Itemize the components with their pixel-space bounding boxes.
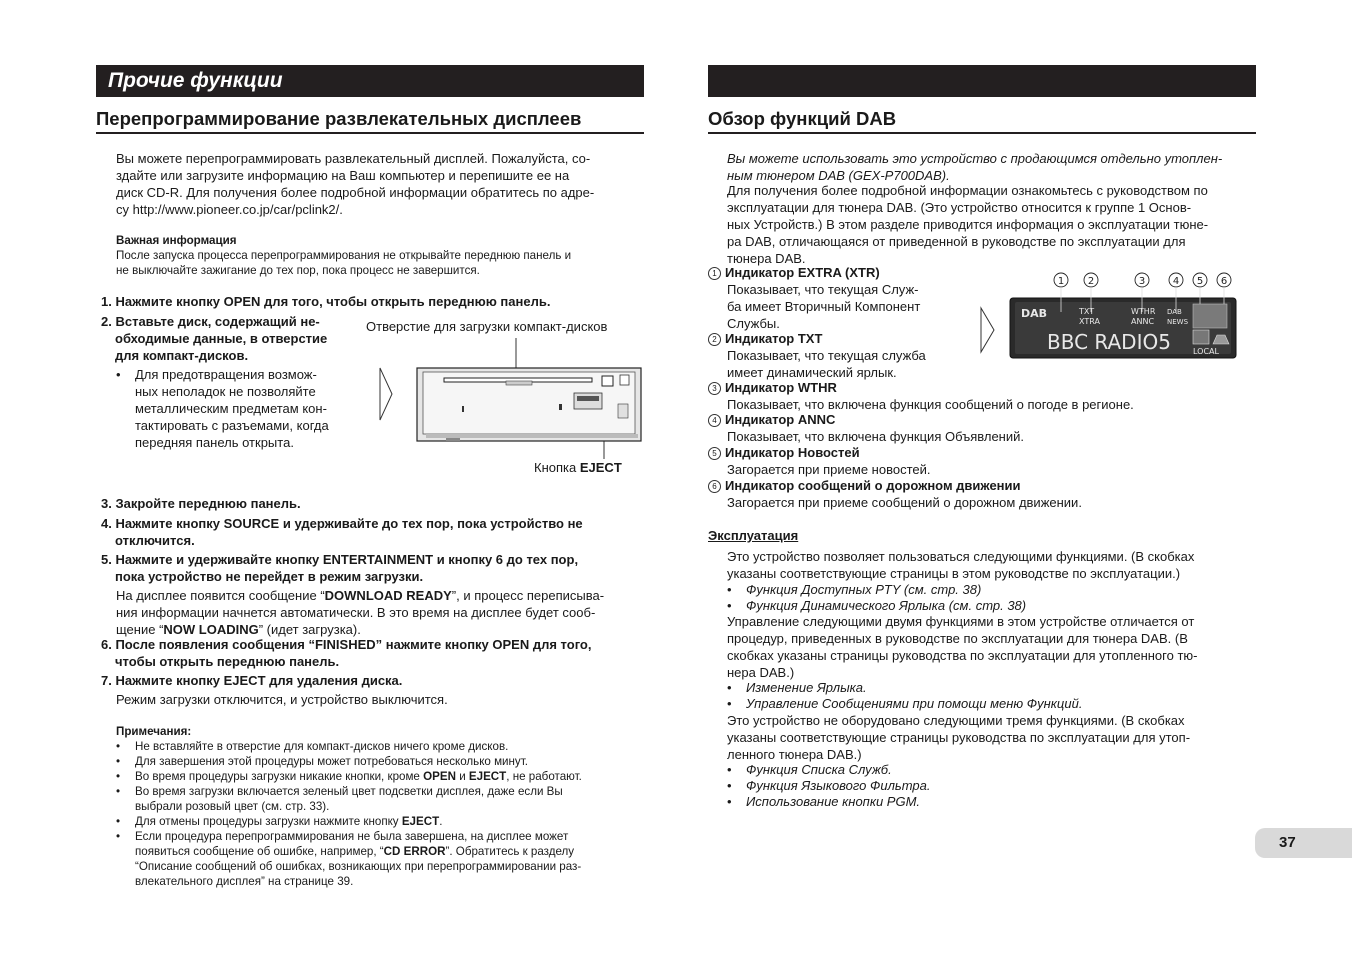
bullet-line: металлическим предметам кон- (135, 401, 327, 416)
indicator-1 (708, 264, 920, 332)
indicator-3 (708, 379, 1134, 413)
figure-label-eject (534, 459, 622, 476)
step-6-line: 6. После появления сообщения “FINISHED” нажмите кнопку OPEN для того, (101, 637, 592, 652)
indicator-body: Показывает, что включена функция сообщений о погоде в регионе. (727, 397, 1134, 412)
note-4 (135, 784, 563, 814)
news-label-top: DAB (1167, 308, 1182, 316)
indicator-body: Загорается при приеме сообщений о дорожном движении. (727, 495, 1082, 510)
callout-number-icon: 2 (708, 333, 721, 346)
step-5-body-line: ния информации начнется автоматически. В это время на дисплее будет сооб- (116, 605, 596, 620)
operation-title: Эксплуатация (708, 528, 799, 543)
dab-intro-italic (727, 150, 1222, 184)
text-run: и (455, 770, 469, 783)
indicator-title: Индикатор Новостей (725, 445, 860, 460)
step-2-line: для компакт-дисков. (115, 348, 249, 363)
level-graphic (1193, 304, 1227, 328)
callout-number-icon: 6 (708, 480, 721, 493)
callout-number-icon: 5 (708, 447, 721, 460)
indicator-5 (708, 444, 930, 478)
bullet-mark: • (116, 815, 121, 828)
indicator-body: Службы. (727, 316, 780, 331)
intro-line: диск CD-R. Для получения более подробной информации обратитесь по адре- (116, 185, 595, 200)
indicator-body: имеет динамический ярлык. (727, 365, 897, 380)
operation-paragraph-3 (727, 712, 1190, 763)
step-7-body: Режим загрузки отключится, и устройство выключится. (116, 692, 448, 707)
intro-line: эксплуатации для тюнера DAB. (Это устройство относится к группе 1 Основ- (727, 200, 1192, 215)
ta-icon (1193, 330, 1209, 344)
now-loading-text: NOW LOADING (163, 622, 259, 637)
paragraph-line: Это устройство не оборудовано следующими тремя функциями. (В скобках (727, 713, 1185, 728)
eject-text: EJECT (401, 815, 440, 828)
bullet-mark: • (727, 794, 732, 809)
callout-5-number: 5 (1196, 276, 1204, 287)
eject-label-prefix: Кнопка (534, 460, 577, 475)
text-run: ”, и процесс переписыва- (451, 588, 605, 603)
xtra-label: XTRA (1079, 317, 1100, 326)
annc-label: ANNC (1131, 317, 1155, 326)
text-run: , не работают. (506, 770, 582, 783)
intro-line: ра DAB, отличающаяся от приведенной в руководстве по эксплуатации для (727, 234, 1186, 249)
step-6-line: чтобы открыть переднюю панель. (115, 654, 340, 669)
note-line: Если процедура перепрограммирования не была завершена, на дисплее может (135, 830, 569, 843)
indicator-body: Показывает, что текущая Служ- (727, 282, 919, 297)
list-item: Функция Списка Служб. (746, 762, 892, 777)
note-2: Для завершения этой процедуры может потребоваться несколько минут. (135, 755, 528, 768)
note-6 (135, 829, 581, 889)
download-ready-text: DOWNLOAD READY (324, 588, 452, 603)
bullet-mark: • (116, 740, 121, 753)
indicator-body: ба имеет Вторичный Компонент (727, 299, 921, 314)
note-5 (135, 814, 442, 829)
cd-error-text: CD ERROR (383, 845, 446, 858)
paragraph-line: Управление следующими двумя функциями в этом устройстве отличается от (727, 614, 1195, 629)
text-run: ” (идет загрузка). (258, 622, 361, 637)
step-4-line: отключится. (115, 533, 195, 548)
eject-text: EJECT (468, 770, 507, 783)
step-5 (101, 551, 649, 585)
page-number-tab (1255, 828, 1352, 858)
indicator-body: Показывает, что включена функция Объявлений. (727, 429, 1025, 444)
bullet-mark: • (727, 582, 732, 597)
indicator-title: Индикатор TXT (725, 331, 823, 346)
text-run: Во время процедуры загрузки никакие кнопки, кроме (135, 770, 424, 783)
pointer-arrow-icon (380, 368, 392, 420)
text-run: . (439, 815, 443, 828)
eject-button (602, 376, 613, 386)
indicator-mark (559, 404, 562, 410)
list-item: Функция Языкового Фильтра. (746, 778, 931, 793)
bullet-line: ных неполадок не позволяйте (135, 384, 316, 399)
paragraph-line: указаны соответствующие страницы руководства по эксплуатации для утоп- (727, 730, 1191, 745)
list-item: Функция Динамического Ярлыка (см. стр. 38) (746, 598, 1027, 613)
bullet-line: передняя панель открыта. (135, 435, 294, 450)
intro-line: ным тюнером DAB (GEX-P700DAB). (727, 168, 950, 183)
foot (446, 438, 460, 441)
step-5-body-line (116, 587, 648, 604)
note-line: “Описание сообщений об ошибках, возникающих при перепрограммировании раз- (135, 860, 582, 873)
step-7: 7. Нажмите кнопку EJECT для удаления диска. (101, 673, 403, 688)
intro-paragraph (116, 150, 644, 218)
head-unit-bottom-edge (426, 434, 638, 438)
operation-paragraph-1 (727, 548, 1194, 582)
note-line: Во время загрузки включается зеленый цвет подсветки дисплея, даже если Вы (135, 785, 563, 798)
paragraph-line: Это устройство позволяет пользоваться следующими функциями. (В скобках (727, 549, 1195, 564)
paragraph-line: указаны соответствующие страницы в этом руководстве по эксплуатации.) (727, 566, 1181, 581)
connector-pins (577, 396, 599, 401)
paragraph-line: скобках указаны страницы руководства по эксплуатации для утопленного тю- (727, 648, 1198, 663)
local-label: LOCAL (1193, 347, 1219, 356)
txt-label: TXT (1079, 307, 1095, 316)
step-5-line: пока устройство не перейдет в режим загрузки. (115, 569, 424, 584)
list-item: Управление Сообщениями при помощи меню Функций. (746, 696, 1083, 711)
side-latch (618, 404, 628, 418)
note-line: выбрали розовый цвет (см. стр. 33). (135, 800, 330, 813)
heading-dab: Обзор функций DAB (708, 108, 897, 129)
station-name: BBC RADIO5 (1047, 330, 1171, 354)
bullet-mark: • (727, 598, 732, 613)
section-band-left (96, 65, 644, 97)
step-6 (101, 636, 649, 670)
callout-1-number: 1 (1057, 276, 1065, 287)
intro-line: Вы можете перепрограммировать развлекательный дисплей. Пожалуйста, со- (116, 151, 591, 166)
notes-title: Примечания: (116, 725, 192, 738)
step-2 (101, 313, 361, 364)
indicator-title: Индикатор сообщений о дорожном движении (725, 478, 1021, 493)
operation-paragraph-2 (727, 613, 1197, 681)
text-run: На дисплее появится сообщение “ (116, 588, 325, 603)
open-text: OPEN (423, 770, 456, 783)
news-label-bottom: NEWS (1167, 318, 1189, 326)
important-line: не выключайте зажигание до тех пор, пока процесс не завершится. (116, 264, 480, 277)
step-2-line: обходимые данные, в отверстие (115, 331, 328, 346)
step-1: 1. Нажмите кнопку OPEN для того, чтобы открыть переднюю панель. (101, 294, 551, 309)
note-line: влекательного дисплея” на странице 39. (135, 875, 354, 888)
callout-number-icon: 4 (708, 414, 721, 427)
callout-3-number: 3 (1138, 276, 1146, 287)
slot-flap (506, 381, 532, 385)
step-4 (101, 515, 649, 549)
indicator-title: Индикатор WTHR (725, 380, 837, 395)
section-title: Прочие функции (108, 69, 283, 92)
bullet-mark: • (116, 785, 121, 798)
list-item: Использование кнопки PGM. (746, 794, 921, 809)
note-1: Не вставляйте в отверстие для компакт-дисков ничего кроме дисков. (135, 740, 509, 753)
step-2-bullet-text (135, 366, 365, 451)
side-button (620, 375, 629, 385)
important-title: Важная информация (116, 234, 237, 247)
callout-4-number: 4 (1172, 276, 1180, 287)
bullet-mark: • (116, 367, 121, 382)
indicator-mark (462, 406, 464, 412)
figure-label-disc-slot: Отверстие для загрузки компакт-дисков (366, 319, 608, 334)
note-3 (135, 769, 582, 784)
dab-label: DAB (1021, 307, 1048, 320)
bullet-line: тактировать с разъемами, когда (135, 418, 329, 433)
paragraph-line: нера DAB.) (727, 665, 795, 680)
bullet-mark: • (727, 762, 732, 777)
indicator-4 (708, 411, 1024, 445)
indicator-title: Индикатор EXTRA (XTR) (725, 265, 880, 280)
paragraph-line: процедур, приведенных в руководстве по эксплуатации для тюнера DAB. (В (727, 631, 1188, 646)
note-line (135, 844, 581, 859)
step-5-line: 5. Нажмите и удерживайте кнопку ENTERTAINMENT и кнопку 6 до тех пор, (101, 552, 579, 567)
indicator-6 (708, 477, 1082, 511)
bullet-mark: • (727, 680, 732, 695)
bullet-mark: • (727, 696, 732, 711)
wthr-label: WTHR (1131, 307, 1156, 316)
callout-2-number: 2 (1087, 276, 1095, 287)
intro-line: здайте или загрузите информацию на Ваш компьютер и перепишите ее на (116, 168, 570, 183)
heading-reprogramming: Перепрограммирование развлекательных дисплеев (96, 108, 582, 129)
paragraph-line: ленного тюнера DAB.) (727, 747, 862, 762)
intro-line: су http://www.pioneer.co.jp/car/pclink2/. (116, 202, 343, 217)
page-number: 37 (1279, 834, 1296, 851)
bullet-mark: • (727, 778, 732, 793)
text-run: Для отмены процедуры загрузки нажмите кнопку (135, 815, 402, 828)
intro-line: ных Устройств.) В этом разделе приводится информация о эксплуатации тюне- (727, 217, 1209, 232)
bullet-mark: • (116, 770, 121, 783)
heading-rule (96, 132, 644, 134)
dab-intro (727, 182, 1208, 267)
callout-6-number: 6 (1220, 276, 1228, 287)
section-band-right (708, 65, 1256, 97)
callout-number-icon: 3 (708, 382, 721, 395)
heading-rule (708, 132, 1256, 134)
list-item: Функция Доступных PTY (см. стр. 38) (746, 582, 982, 597)
indicator-2 (708, 330, 926, 381)
bullet-line: Для предотвращения возмож- (135, 367, 317, 382)
important-text (116, 248, 644, 278)
indicator-title: Индикатор ANNC (725, 412, 836, 427)
step-4-line: 4. Нажмите кнопку SOURCE и удерживайте до тех пор, пока устройство не (101, 516, 583, 531)
step-5-body (116, 587, 648, 638)
intro-line: Вы можете использовать это устройство с продающимся отдельно утоплен- (727, 151, 1223, 166)
text-run: появиться сообщение об ошибке, например, “ (135, 845, 384, 858)
text-run: ”. Обратитесь к разделу (445, 845, 575, 858)
step-2-line: 2. Вставьте диск, содержащий не- (101, 314, 320, 329)
intro-line: тюнера DAB. (727, 251, 806, 266)
list-item: Изменение Ярлыка. (746, 680, 867, 695)
step-3: 3. Закройте переднюю панель. (101, 496, 301, 511)
pointer-arrow-icon (981, 308, 994, 352)
head-unit-figure (376, 336, 646, 478)
important-line: После запуска процесса перепрограммирования не открывайте переднюю панель и (116, 249, 572, 262)
indicator-body: Показывает, что текущая служба (727, 348, 926, 363)
indicator-body: Загорается при приеме новостей. (727, 462, 931, 477)
bullet-mark: • (116, 830, 121, 843)
callout-number-icon: 1 (708, 267, 721, 280)
eject-label-name: EJECT (579, 460, 622, 475)
dab-display-figure (975, 268, 1247, 364)
bullet-mark: • (116, 755, 121, 768)
text-run: щение “ (116, 622, 164, 637)
intro-line: Для получения более подробной информации ознакомьтесь с руководством по (727, 183, 1208, 198)
